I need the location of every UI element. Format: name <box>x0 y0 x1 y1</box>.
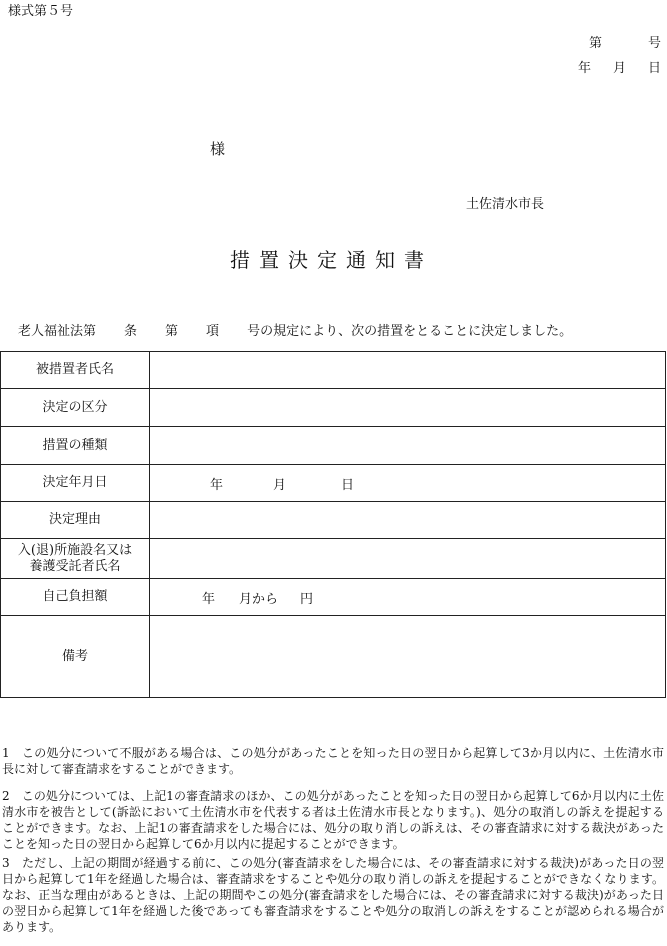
document-number-prefix: 第 <box>588 36 602 51</box>
lead-sentence <box>18 320 572 339</box>
row-label: 決定年月日 <box>1 465 150 502</box>
document-number-suffix: 号 <box>647 36 661 51</box>
burden-year: 年 <box>202 591 216 607</box>
decision-day: 日 <box>341 477 355 493</box>
burden-month-from: 月から <box>239 591 279 607</box>
note-1: 1 この処分について不服がある場合は、この処分があったことを知った日の翌日から起算して3か月以内に、土佐清水市長に対して審査請求をすることができます。 <box>2 746 664 776</box>
facility-name-field[interactable] <box>150 539 666 579</box>
measure-type-field[interactable] <box>150 427 666 465</box>
decision-date-field[interactable] <box>150 465 666 502</box>
row-label: 決定理由 <box>1 502 150 539</box>
date-day: 日 <box>647 61 661 76</box>
decision-reason-field[interactable] <box>150 502 666 539</box>
decision-year: 年 <box>210 477 224 493</box>
row-label: 備考 <box>1 616 150 698</box>
row-label: 決定の区分 <box>1 389 150 427</box>
row-label: 措置の種類 <box>1 427 150 465</box>
row-label-line1: 入(退)所施設名又は <box>17 542 133 558</box>
table-row <box>1 352 666 389</box>
document-date <box>578 57 661 76</box>
appeal-notes <box>2 745 664 946</box>
table-row <box>1 539 666 579</box>
lead-law: 老人福祉法第 <box>18 324 97 339</box>
table-row <box>1 465 666 502</box>
document-title: 措置決定通知書 <box>230 248 433 272</box>
addressee: 様 <box>210 140 226 158</box>
lead-rest: 号の規定により、次の措置をとることに決定しました。 <box>247 324 573 339</box>
note-3: 3 ただし、上記の期間が経過する前に、この処分(審査請求をした場合には、その審査請求に対する裁決)があった日の翌日から起算して1年を経過した場合は、審査請求をすることや処分の取り消しの訴えを提起することができなくなります。なお、正当な理由があるときは、上記の期間やこの処分(審査請求をした場合には、その審査請求に対する裁決)があった日の翌日から起算して1年を経過した後であっても審査請求をすることや処分の取消しの訴えをすることが認められる場合があります。 <box>2 856 664 934</box>
decision-category-field[interactable] <box>150 389 666 427</box>
lead-paragraph: 項 <box>206 324 220 339</box>
date-year: 年 <box>577 61 591 76</box>
row-label: 自己負担額 <box>1 579 150 616</box>
table-row <box>1 427 666 465</box>
self-burden-field[interactable] <box>150 579 666 616</box>
decision-month: 月 <box>273 477 287 493</box>
table-row <box>1 616 666 698</box>
form-number: 様式第５号 <box>8 4 74 19</box>
note-2: 2 この処分については、上記1の審査請求のほか、この処分があったことを知った日の翌日から起算して6か月以内に土佐清水市を被告として(訴訟において土佐清水市を代表する者は土佐清水市長となります。)、処分の取消しの訴えを提起することができます。なお、上記1の審査請求をした場合には、処分の取り消しの訴えは、その審査請求に対する裁決があったことを知った日の翌日から起算して6か月以内に提起することができます。 <box>2 789 664 851</box>
table-row <box>1 502 666 539</box>
remarks-field[interactable] <box>150 616 666 698</box>
lead-article: 条 <box>124 324 138 339</box>
lead-paragraph-prefix: 第 <box>165 324 179 339</box>
table-row <box>1 579 666 616</box>
sender: 土佐清水市長 <box>466 197 545 212</box>
document-number <box>589 32 661 51</box>
recipient-name-field[interactable] <box>150 352 666 389</box>
date-month: 月 <box>612 61 626 76</box>
burden-yen: 円 <box>300 591 314 607</box>
table-row <box>1 389 666 427</box>
row-label-line2: 養護受託者氏名 <box>29 558 121 574</box>
row-label: 被措置者氏名 <box>1 352 150 389</box>
row-label <box>1 539 150 579</box>
decision-table <box>0 351 666 698</box>
